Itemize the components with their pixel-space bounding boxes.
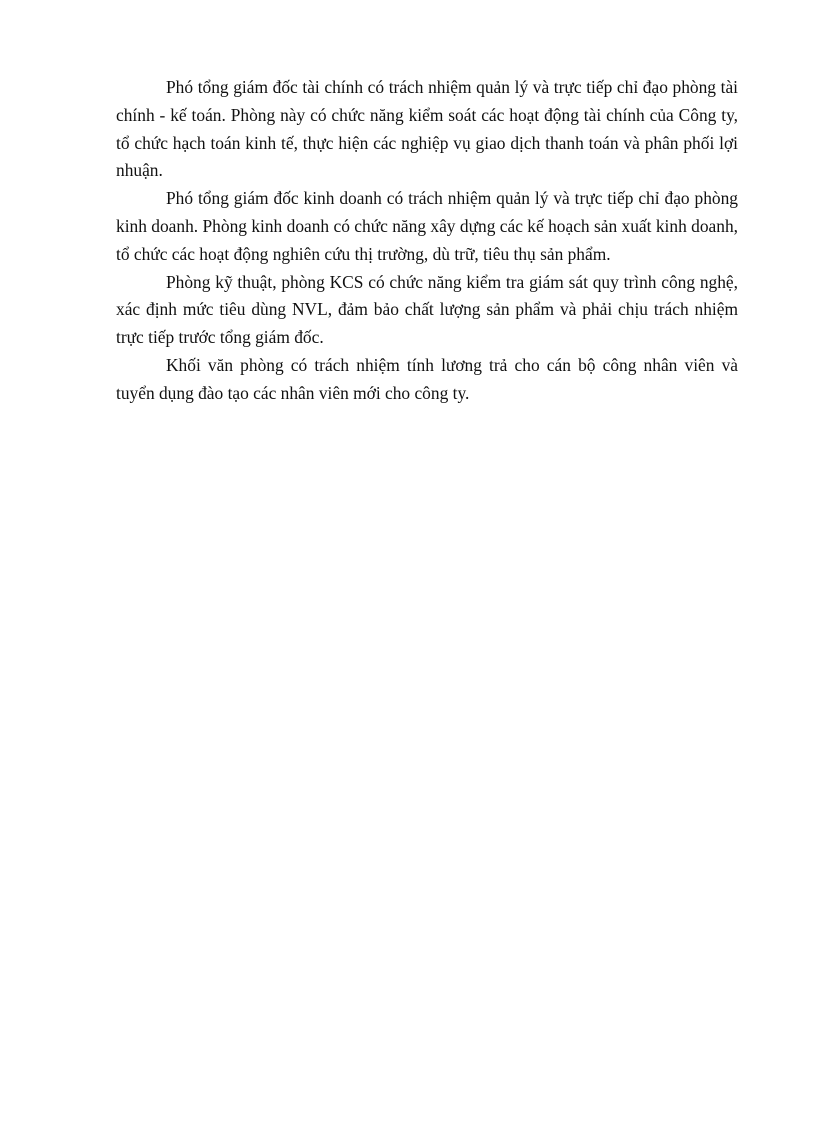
paragraph-business-deputy: Phó tổng giám đốc kinh doanh có trách nhiệm quản lý và trực tiếp chỉ đạo phòng kinh doanh. Phòng kinh doanh có chức năng xây dựng các kế hoạch sản xuất kinh doanh, tổ chức các hoạt động nghiên cứu thị trường, dù trữ, tiêu thụ sản phẩm. xyxy=(116,188,738,264)
document-page xyxy=(116,74,738,408)
paragraph-office-block: Khối văn phòng có trách nhiệm tính lương trả cho cán bộ công nhân viên và tuyển dụng đào tạo các nhân viên mới cho công ty. xyxy=(116,354,738,403)
paragraph-finance-deputy: Phó tổng giám đốc tài chính có trách nhiệm quản lý và trực tiếp chỉ đạo phòng tài chính - kế toán. Phòng này có chức năng kiểm soát các hoạt động tài chính của Công ty, tổ chức hạch toán kinh tế, thực hiện các nghiệp vụ giao dịch thanh toán và phân phối lợi nhuận. xyxy=(116,77,738,181)
paragraph-technical-kcs: Phòng kỹ thuật, phòng KCS có chức năng kiểm tra giám sát quy trình công nghệ, xác định mức tiêu dùng NVL, đảm bảo chất lượng sản phẩm và phải chịu trách nhiệm trực tiếp trước tổng giám đốc. xyxy=(116,271,738,348)
